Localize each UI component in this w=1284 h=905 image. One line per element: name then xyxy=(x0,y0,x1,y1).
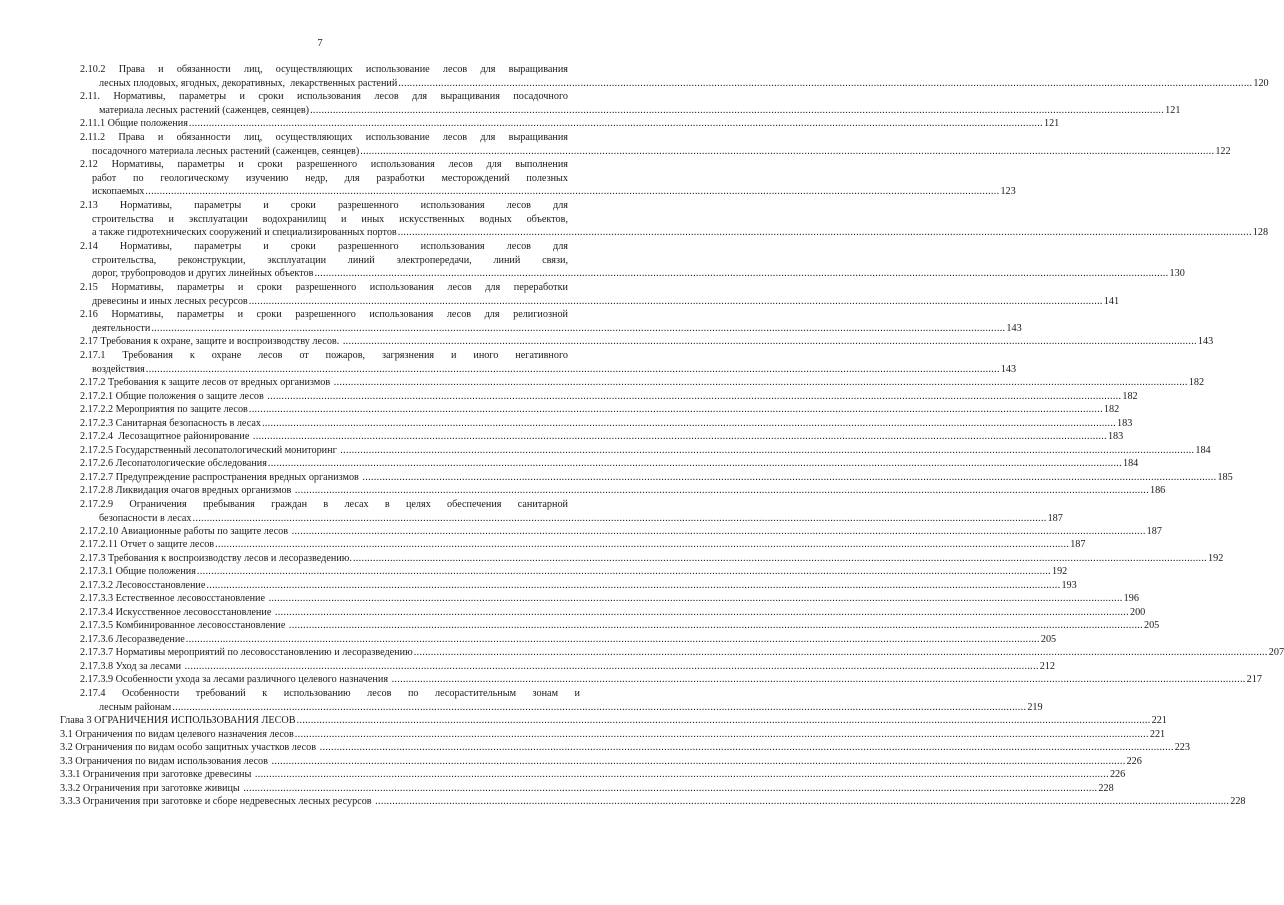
toc-entry-title: 2.17.3.3 Естественное лесовосстановление xyxy=(80,593,268,604)
toc-page-number: 121 xyxy=(1043,118,1060,129)
toc-page-number: 183 xyxy=(1107,431,1124,442)
toc-entry[interactable] xyxy=(80,199,1269,240)
toc-page-number: 187 xyxy=(1070,539,1086,550)
toc-page-number: 226 xyxy=(1109,769,1126,780)
toc-entry-title: 2.17.2.7 Предупреждение распространения вредных организмов xyxy=(80,472,362,483)
toc-page-number: 183 xyxy=(1117,418,1133,429)
toc-leader-dots: ............................................................................................................................................................................................................................................................................................................ xyxy=(215,539,1070,550)
toc-entry[interactable] xyxy=(80,538,1086,552)
toc-entry-title: ископаемых xyxy=(92,186,145,198)
toc-page-number: 187 xyxy=(1146,526,1162,537)
toc-leader-dots: ............................................................................................................................................................................................................................................................................................................ xyxy=(296,715,1151,726)
toc-entry-title: 2.17.1 Требования к охране лесов от пожаров, загрязнения и иного негативного xyxy=(80,350,568,361)
toc-page-number: 128 xyxy=(1252,227,1269,239)
toc-leader-dots: ............................................................................................................................................................................................................................................................................................................ xyxy=(274,607,1129,618)
toc-page-number: 122 xyxy=(1215,145,1231,157)
toc-page-number: 221 xyxy=(1151,715,1167,726)
toc-leader-dots: ............................................................................................................................................................................................................................................................................................................ xyxy=(267,391,1122,402)
toc-leader-dots: ............................................................................................................................................................................................................................................................................................................ xyxy=(398,77,1253,89)
toc-entry[interactable] xyxy=(60,728,1166,742)
toc-entry-title: 2.17.2.10 Авиационные работы по защите лесов xyxy=(80,526,291,537)
toc-page-number: 184 xyxy=(1122,458,1139,469)
toc-entry[interactable] xyxy=(80,579,1077,593)
toc-entry-title: 2.17.3.9 Особенности ухода за лесами различного целевого назначения xyxy=(80,674,391,685)
toc-entry-title: 2.17.4 Особенности требований к использованию лесов по лесорастительным зонам и xyxy=(80,688,580,699)
toc-page-number: 196 xyxy=(1123,593,1139,604)
toc-leader-dots: ............................................................................................................................................................................................................................................................................................................ xyxy=(261,418,1117,429)
toc-entry-title: работ по геологическому изучению недр, для разработки месторождений полезных xyxy=(92,172,568,184)
toc-page-number: 182 xyxy=(1103,404,1120,415)
toc-page-number: 143 xyxy=(1197,336,1214,347)
toc-entry-title: 2.17.2.9 Ограничения пребывания граждан в лесах в целях обеспечения санитарной xyxy=(80,499,568,510)
toc-page-number: 221 xyxy=(1149,729,1166,740)
toc-entry[interactable] xyxy=(80,457,1139,471)
toc-page-number: 212 xyxy=(1039,661,1055,672)
toc-page-number: 184 xyxy=(1195,445,1211,456)
toc-entry[interactable] xyxy=(80,646,1284,660)
toc-entry-title: 2.17.2 Требования к защите лесов от вредных организмов xyxy=(80,377,333,388)
toc-page-number: 228 xyxy=(1098,783,1114,794)
toc-entry[interactable] xyxy=(80,131,1231,158)
toc-entry-title: 2.17.3 Требования к воспроизводству лесов и лесоразведению. xyxy=(80,553,352,564)
toc-entry-title: 2.13 Нормативы, параметры и сроки разрешенного использования лесов для xyxy=(80,200,568,211)
toc-entry[interactable] xyxy=(80,63,1269,90)
toc-leader-dots: ............................................................................................................................................................................................................................................................................................................ xyxy=(248,404,1103,415)
toc-page-number: 121 xyxy=(1165,104,1181,116)
toc-entry-title: 2.17.3.8 Уход за лесами xyxy=(80,661,184,672)
toc-leader-dots: ............................................................................................................................................................................................................................................................................................................ xyxy=(254,769,1109,780)
toc-entry-title: лесным районам xyxy=(99,701,172,713)
toc-entry[interactable] xyxy=(80,335,1214,349)
toc-leader-dots: ............................................................................................................................................................................................................................................................................................................ xyxy=(252,431,1107,442)
toc-entry-title: 2.17.3.4 Искусственное лесовосстановление xyxy=(80,607,274,618)
toc-entry[interactable] xyxy=(80,376,1205,390)
toc-page-number: 186 xyxy=(1149,485,1166,496)
toc-page-number: 123 xyxy=(1000,186,1016,198)
toc-entry-title: материала лесных растений (саженцев, сеянцев) xyxy=(99,104,310,116)
toc-leader-dots: ............................................................................................................................................................................................................................................................................................................ xyxy=(397,227,1252,239)
toc-leader-dots: ............................................................................................................................................................................................................................................................................................................ xyxy=(294,729,1149,740)
toc-entry-title: 2.17.2.1 Общие положения о защите лесов xyxy=(80,391,267,402)
toc-leader-dots: ............................................................................................................................................................................................................................................................................................................ xyxy=(184,661,1039,672)
toc-entry-title: 3.3.1 Ограничения при заготовке древесины xyxy=(60,769,254,780)
toc-page-number: 205 xyxy=(1143,620,1160,631)
toc-entry[interactable] xyxy=(80,444,1211,458)
toc-page-number: 182 xyxy=(1122,391,1138,402)
toc-leader-dots: ............................................................................................................................................................................................................................................................................................................ xyxy=(288,620,1143,631)
toc-entry-title: 2.17.2.8 Ликвидация очагов вредных организмов xyxy=(80,485,294,496)
toc-leader-dots: ............................................................................................................................................................................................................................................................................................................ xyxy=(196,566,1051,577)
toc-entry-title: 2.11.1 Общие положения xyxy=(80,118,188,129)
toc-entry[interactable] xyxy=(80,403,1120,417)
toc-leader-dots: ............................................................................................................................................................................................................................................................................................................ xyxy=(340,445,1195,456)
toc-page-number: 130 xyxy=(1169,268,1185,280)
toc-leader-dots: ............................................................................................................................................................................................................................................................................................................ xyxy=(248,295,1103,307)
toc-entry-title: 2.17.3.6 Лесоразведение xyxy=(80,634,185,645)
toc-leader-dots: ............................................................................................................................................................................................................................................................................................................ xyxy=(291,526,1146,537)
toc-entry-title: 2.16 Нормативы, параметры и сроки разрешенного использования лесов для религиозной xyxy=(80,309,568,320)
toc-leader-dots: ............................................................................................................................................................................................................................................................................................................ xyxy=(185,634,1040,645)
toc-entry[interactable] xyxy=(80,471,1233,485)
toc-page-number: 223 xyxy=(1174,742,1190,753)
toc-entry[interactable] xyxy=(80,484,1166,498)
toc-leader-dots: ............................................................................................................................................................................................................................................................................................................ xyxy=(145,363,1000,375)
toc-leader-dots: ............................................................................................................................................................................................................................................................................................................ xyxy=(333,377,1188,388)
toc-leader-dots: ............................................................................................................................................................................................................................................................................................................ xyxy=(413,647,1268,658)
toc-page-number: 219 xyxy=(1027,701,1043,713)
toc-entry[interactable] xyxy=(80,90,1181,117)
toc-entry[interactable] xyxy=(80,430,1124,444)
toc-leader-dots: ............................................................................................................................................................................................................................................................................................................ xyxy=(243,783,1098,794)
toc-leader-dots: ............................................................................................................................................................................................................................................................................................................ xyxy=(271,756,1126,767)
toc-leader-dots: ............................................................................................................................................................................................................................................................................................................ xyxy=(310,104,1165,116)
toc-entry-title: 2.17.3.1 Общие положения xyxy=(80,566,196,577)
toc-entry[interactable] xyxy=(80,592,1139,606)
toc-leader-dots: ............................................................................................................................................................................................................................................................................................................ xyxy=(375,796,1230,807)
toc-page-number: 200 xyxy=(1129,607,1146,618)
toc-page-number: 192 xyxy=(1208,553,1224,564)
toc-page-number: 226 xyxy=(1126,756,1142,767)
toc-entry-title: 3.1 Ограничения по видам целевого назначения лесов xyxy=(60,729,294,740)
toc-entry-title: воздействия xyxy=(92,363,145,375)
toc-entry[interactable] xyxy=(60,768,1126,782)
toc-page-number: 143 xyxy=(1006,322,1022,334)
toc-entry-title: 2.17.2.2 Мероприятия по защите лесов xyxy=(80,404,248,415)
toc-entry[interactable] xyxy=(80,308,1022,335)
toc-entry-title: 2.15 Нормативы, параметры и сроки разрешенного использования лесов для переработки xyxy=(80,282,568,293)
toc-entry[interactable] xyxy=(80,417,1133,431)
toc-entry[interactable] xyxy=(80,117,1060,131)
toc-leader-dots: ............................................................................................................................................................................................................................................................................................................ xyxy=(268,593,1123,604)
toc-leader-dots: ............................................................................................................................................................................................................................................................................................................ xyxy=(188,118,1043,129)
toc-entry-title: 2.12 Нормативы, параметры и сроки разрешенного использования лесов для выполнения xyxy=(80,159,568,170)
toc-entry-title: 2.17.3.5 Комбинированное лесовосстановление xyxy=(80,620,288,631)
toc-entry-title: 3.3 Ограничения по видам использования лесов xyxy=(60,756,271,767)
toc-entry-title: 2.17.2.4 Лесозащитное районирование xyxy=(80,431,252,442)
toc-entry[interactable] xyxy=(80,619,1160,633)
toc-entry-title: 2.17.2.5 Государственный лесопатологический мониторинг xyxy=(80,445,340,456)
toc-leader-dots: ............................................................................................................................................................................................................................................................................................................ xyxy=(362,472,1217,483)
toc-entry[interactable] xyxy=(60,714,1167,728)
toc-page-number: 187 xyxy=(1047,512,1063,524)
toc-leader-dots: ............................................................................................................................................................................................................................................................................................................ xyxy=(352,553,1208,564)
toc-entry-title: 2.10.2 Права и обязанности лиц, осуществляющих использование лесов для выращивания xyxy=(80,64,568,75)
toc-leader-dots: ............................................................................................................................................................................................................................................................................................................ xyxy=(319,742,1174,753)
toc-page-number: 182 xyxy=(1188,377,1205,388)
toc-leader-dots: ............................................................................................................................................................................................................................................................................................................ xyxy=(314,268,1169,280)
toc-entry[interactable] xyxy=(80,687,1043,714)
toc-entry[interactable] xyxy=(80,552,1224,566)
toc-entry[interactable] xyxy=(80,281,1120,308)
toc-entry-title: строительства и эксплуатации водохранилищ и иных искусственных водных объектов, xyxy=(92,213,568,225)
toc-page-number: 217 xyxy=(1246,674,1262,685)
toc-leader-dots: ............................................................................................................................................................................................................................................................................................................ xyxy=(342,336,1197,347)
toc-entry-title: безопасности в лесах xyxy=(99,512,192,524)
toc-entry[interactable] xyxy=(80,606,1146,620)
toc-page-number: 143 xyxy=(1000,363,1017,375)
toc-page-number: 185 xyxy=(1217,472,1233,483)
toc-leader-dots: ............................................................................................................................................................................................................................................................................................................ xyxy=(151,322,1006,334)
toc-entry-title: Глава 3 ОГРАНИЧЕНИЯ ИСПОЛЬЗОВАНИЯ ЛЕСОВ xyxy=(60,715,296,726)
toc-entry[interactable] xyxy=(60,755,1142,769)
toc-leader-dots: ............................................................................................................................................................................................................................................................................................................ xyxy=(267,458,1122,469)
toc-page-number: 207 xyxy=(1268,647,1284,658)
toc-entry[interactable] xyxy=(80,565,1068,579)
toc-entry[interactable] xyxy=(80,633,1057,647)
toc-entry[interactable] xyxy=(80,673,1262,687)
toc-entry[interactable] xyxy=(60,795,1246,809)
toc-leader-dots: ............................................................................................................................................................................................................................................................................................................ xyxy=(172,701,1027,713)
toc-entry-title: а также гидротехнических сооружений и специализированных портов xyxy=(92,227,397,239)
toc-entry-title: лесных плодовых, ягодных, декоративных, лекарственных растений xyxy=(99,77,398,89)
page-number: 7 xyxy=(317,38,323,49)
toc-page-number: 192 xyxy=(1051,566,1068,577)
toc-page-number: 120 xyxy=(1253,77,1269,89)
toc-entry-title: строительства, реконструкции, эксплуатации линий электропередачи, линий связи, xyxy=(92,254,568,266)
toc-entry[interactable] xyxy=(80,498,1063,525)
toc-entry-title: 2.17.2.11 Отчет о защите лесов xyxy=(80,539,215,550)
toc-entry[interactable] xyxy=(80,525,1162,539)
toc-entry-title: 2.17 Требования к охране, защите и воспроизводству лесов. xyxy=(80,336,342,347)
toc-entry-title: 2.17.3.2 Лесовосстановление xyxy=(80,580,206,591)
toc-entry-title: 2.17.2.6 Лесопатологические обследования xyxy=(80,458,267,469)
toc-page-number: 205 xyxy=(1040,634,1057,645)
toc-entry[interactable] xyxy=(80,240,1185,281)
toc-entry-title: 3.3.2 Ограничения при заготовке живицы xyxy=(60,783,243,794)
toc-leader-dots: ............................................................................................................................................................................................................................................................................................................ xyxy=(360,145,1215,157)
toc-page-number: 228 xyxy=(1230,796,1246,807)
toc-entry[interactable] xyxy=(80,660,1055,674)
toc-entry[interactable] xyxy=(60,782,1114,796)
toc-entry-title: посадочного материала лесных растений (саженцев, сеянцев) xyxy=(92,145,360,157)
toc-leader-dots: ............................................................................................................................................................................................................................................................................................................ xyxy=(192,512,1047,524)
toc-leader-dots: ............................................................................................................................................................................................................................................................................................................ xyxy=(206,580,1061,591)
toc-entry-title: дорог, трубопроводов и других линейных объектов xyxy=(92,268,314,280)
toc-leader-dots: ............................................................................................................................................................................................................................................................................................................ xyxy=(145,186,1000,198)
toc-leader-dots: ............................................................................................................................................................................................................................................................................................................ xyxy=(391,674,1246,685)
toc-entry-title: 2.17.3.7 Нормативы мероприятий по лесовосстановлению и лесоразведению xyxy=(80,647,413,658)
toc-entry[interactable] xyxy=(80,390,1138,404)
toc-entry-title: древесины и иных лесных ресурсов xyxy=(92,295,248,307)
toc-leader-dots: ............................................................................................................................................................................................................................................................................................................ xyxy=(294,485,1149,496)
toc-entry-title: 2.11. Нормативы, параметры и сроки использования лесов для выращивания посадочного xyxy=(80,91,568,102)
toc-entry-title: деятельности xyxy=(92,322,151,334)
toc-entry-title: 2.11.2 Права и обязанности лиц, осуществляющих использование лесов для выращивания xyxy=(80,132,568,143)
toc-page-number: 141 xyxy=(1103,295,1120,307)
toc-entry[interactable] xyxy=(80,349,1017,376)
toc-page-number: 193 xyxy=(1061,580,1077,591)
toc-entry[interactable] xyxy=(60,741,1190,755)
toc-entry-title: 2.17.2.3 Санитарная безопасность в лесах xyxy=(80,418,261,429)
toc-entry-title: 3.2 Ограничения по видам особо защитных участков лесов xyxy=(60,742,319,753)
toc-entry-title: 3.3.3 Ограничения при заготовке и сборе недревесных лесных ресурсов xyxy=(60,796,375,807)
toc-entry-title: 2.14 Нормативы, параметры и сроки разрешенного использования лесов для xyxy=(80,241,568,252)
toc-entry[interactable] xyxy=(80,158,1016,199)
